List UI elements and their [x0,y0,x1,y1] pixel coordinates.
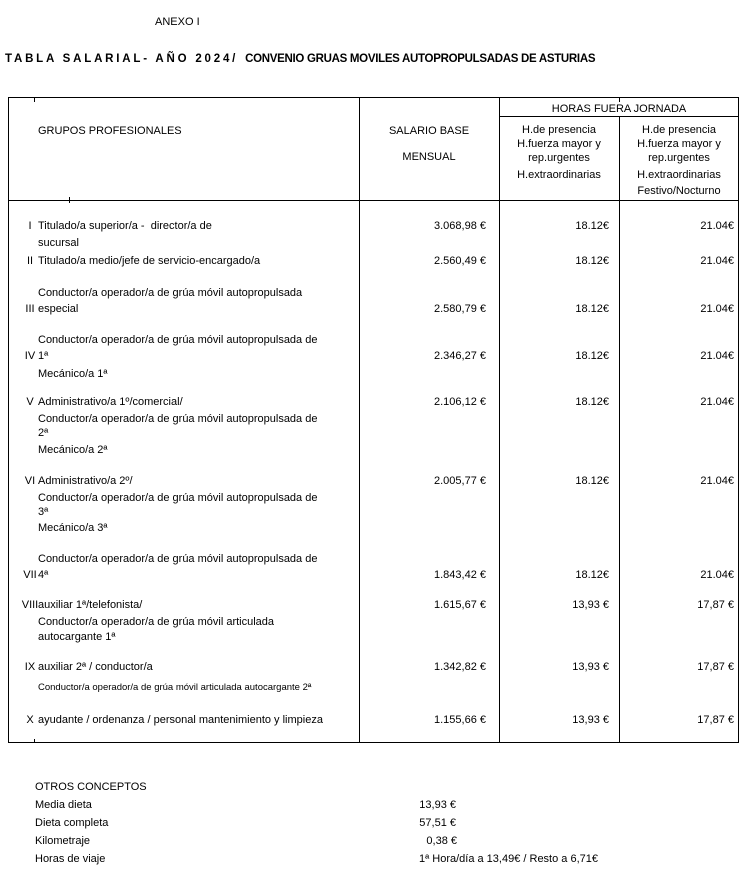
salario-base-value: 2.580,79 € [434,303,486,315]
salario-base-value: 2.560,49 € [434,255,486,267]
row-description-line: 2ª [38,427,49,439]
col-header-salario-line2: MENSUAL [402,151,456,163]
row-description-line: Mecánico/a 2ª [38,444,108,456]
table-border-vertical-1 [359,98,360,743]
anexo-label: ANEXO I [155,16,200,28]
table-border-header-bottom [9,200,738,201]
salario-base-value: 3.068,98 € [434,220,486,232]
table-tick-top-right [619,98,620,102]
row-description-line: Administrativo/a 1º/comercial/ [38,396,183,408]
row-numeral: V [26,396,34,408]
otros-label: Horas de viaje [35,853,106,865]
salario-base-value: 1.342,82 € [434,661,486,673]
row-numeral: II [26,255,34,267]
row-description-line: Mecánico/a 1ª [38,368,108,380]
row-description-line: Conductor/a operador/a de grúa móvil autopropulsada de [38,334,318,346]
otros-label: Dieta completa [35,817,109,829]
row-description-line: Conductor/a operador/a de grúa móvil autopropulsada de [38,492,318,504]
row-description-line: auxiliar 2ª / conductor/a [38,661,153,673]
row-description-line: Titulado/a medio/jefe de servicio-encargado/a [38,255,261,267]
row-numeral: IX [24,661,36,673]
horas-presencia-value: 18.12€ [575,303,609,315]
horas-presencia-value: 18.12€ [575,220,609,232]
salary-table [8,97,739,743]
horas-festivo-nocturno-value: 21.04€ [700,475,734,487]
horas-festivo-nocturno-value: 17,87 € [697,599,734,611]
row-description-line: Mecánico/a 3ª [38,522,108,534]
row-description-line: Administrativo/a 2º/ [38,475,133,487]
horas-festivo-nocturno-value: 21.04€ [700,396,734,408]
salario-base-value: 1.615,67 € [434,599,486,611]
salario-base-value: 2.106,12 € [434,396,486,408]
horas-presencia-value: 13,93 € [572,599,609,611]
otros-value: 0,38 € [426,835,457,847]
salario-base-value: 1.155,66 € [434,714,486,726]
row-description-line: Titulado/a superior/a - director/a de [38,220,212,232]
otros-value: 57,51 € [419,817,456,829]
horas-header-line: H.fuerza mayor y [637,138,721,150]
col-header-grupos: GRUPOS PROFESIONALES [38,125,182,137]
table-border-vertical-3 [619,116,620,743]
horas-presencia-value: 18.12€ [575,569,609,581]
salario-base-value: 1.843,42 € [434,569,486,581]
salario-base-value: 2.346,27 € [434,350,486,362]
row-description-line: Conductor/a operador/a de grúa móvil articulada [38,616,275,628]
salario-base-value: 2.005,77 € [434,475,486,487]
horas-presencia-value: 18.12€ [575,396,609,408]
horas-presencia-value: 18.12€ [575,475,609,487]
table-border-horas-subline [499,116,738,117]
otros-label: Kilometraje [35,835,91,847]
row-description-line: Conductor/a operador/a de grúa móvil autopropulsada de [38,553,318,565]
horas-header-line: rep.urgentes [648,152,710,164]
table-border-vertical-2 [499,98,500,743]
horas-header-line: H.extraordinarias [517,169,601,181]
row-numeral: IV [24,350,36,362]
table-tick-bottom [34,739,35,743]
horas-festivo-nocturno-value: 17,87 € [697,661,734,673]
row-numeral: VIII [21,599,39,611]
horas-festivo-nocturno-value: 21.04€ [700,255,734,267]
horas-header-line: H.de presencia [522,124,596,136]
horas-presencia-value: 13,93 € [572,714,609,726]
row-numeral: VII [23,569,37,581]
col-header-horas-fuera-jornada: HORAS FUERA JORNADA [551,103,687,115]
page-title-rest: CONVENIO GRUAS MOVILES AUTOPROPULSADAS DE ASTURIAS [245,53,596,65]
otros-value: 13,93 € [419,799,456,811]
row-description-line: auxiliar 1ª/telefonista/ [38,599,143,611]
row-numeral: VI [24,475,36,487]
row-description-line: especial [38,303,79,315]
row-numeral: III [25,303,35,315]
horas-presencia-value: 13,93 € [572,661,609,673]
row-description-line: Conductor/a operador/a de grúa móvil autopropulsada de [38,413,318,425]
row-description-line: Conductor/a operador/a de grúa móvil autopropulsada [38,287,303,299]
row-description-line: 1ª [38,350,49,362]
horas-header-line: H.fuerza mayor y [517,138,601,150]
page-title [5,53,595,65]
row-numeral: I [28,220,32,232]
row-description-line: sucursal [38,237,79,249]
table-tick-top [34,98,35,102]
otros-conceptos-title: OTROS CONCEPTOS [35,781,147,793]
row-description-line: 3ª [38,506,49,518]
horas-presencia-value: 18.12€ [575,350,609,362]
horas-festivo-nocturno-value: 21.04€ [700,220,734,232]
horas-festivo-nocturno-value: 21.04€ [700,303,734,315]
horas-header-line: H.de presencia [642,124,716,136]
table-tick-header [69,197,70,203]
horas-festivo-nocturno-value: 17,87 € [697,714,734,726]
horas-header-line: rep.urgentes [528,152,590,164]
page-title-spaced: TABLA SALARIAL- AÑO 2024/ [5,53,239,65]
otros-label: Media dieta [35,799,92,811]
row-description-line: Conductor/a operador/a de grúa móvil articulada autocargante 2ª [38,682,312,693]
row-numeral: X [26,714,34,726]
horas-header-line: Festivo/Nocturno [637,185,721,197]
otros-value: 1ª Hora/día a 13,49€ / Resto a 6,71€ [419,853,598,865]
horas-presencia-value: 18.12€ [575,255,609,267]
horas-header-line: H.extraordinarias [637,169,721,181]
row-description-line: autocargante 1ª [38,631,116,643]
col-header-salario-line1: SALARIO BASE [388,125,470,137]
horas-festivo-nocturno-value: 21.04€ [700,350,734,362]
horas-festivo-nocturno-value: 21.04€ [700,569,734,581]
row-description-line: 4ª [38,569,49,581]
row-description-line: ayudante / ordenanza / personal mantenimiento y limpieza [38,714,323,726]
